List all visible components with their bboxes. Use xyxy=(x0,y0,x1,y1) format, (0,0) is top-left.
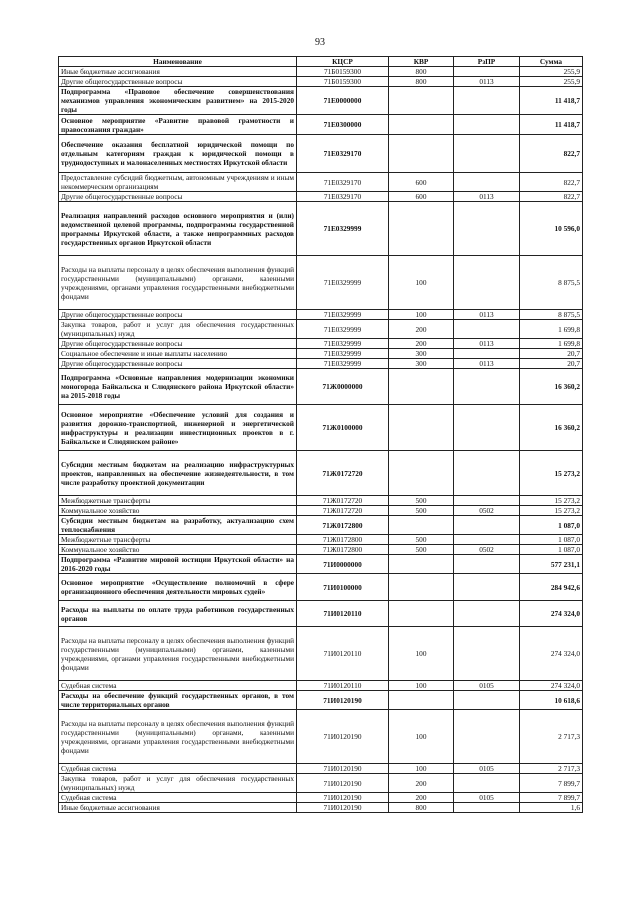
cell-rzpr xyxy=(454,451,520,496)
table-row xyxy=(59,555,583,574)
cell-name: Судебная система xyxy=(59,681,297,691)
cell-rzpr xyxy=(454,627,520,681)
cell-rzpr: 0113 xyxy=(454,77,520,87)
cell-rzpr xyxy=(454,496,520,506)
table-row xyxy=(59,627,583,681)
cell-kvr: 300 xyxy=(389,349,454,359)
cell-rzpr xyxy=(454,87,520,115)
cell-rzpr xyxy=(454,369,520,405)
cell-name: Подпрограмма «Развитие мировой юстиции Иркутской области» на 2016-2020 годы xyxy=(59,555,297,574)
cell-sum: 15 273,2 xyxy=(520,506,583,516)
table-row xyxy=(59,405,583,451)
cell-kcsr: 71И0120110 xyxy=(297,627,389,681)
cell-rzpr xyxy=(454,710,520,764)
cell-rzpr: 0113 xyxy=(454,339,520,349)
cell-kvr xyxy=(389,555,454,574)
cell-sum: 822,7 xyxy=(520,173,583,192)
cell-sum: 1,6 xyxy=(520,803,583,813)
cell-sum: 1 087,0 xyxy=(520,535,583,545)
cell-kcsr: 71Ж0100000 xyxy=(297,405,389,451)
cell-sum: 16 360,2 xyxy=(520,369,583,405)
cell-name: Предоставление субсидий бюджетным, автономным учреждениям и иным некоммерческим организациям xyxy=(59,173,297,192)
cell-kcsr: 71Е0329170 xyxy=(297,173,389,192)
cell-rzpr: 0502 xyxy=(454,545,520,555)
cell-sum: 11 418,7 xyxy=(520,115,583,135)
cell-kcsr: 71Е0329999 xyxy=(297,359,389,369)
cell-kvr xyxy=(389,601,454,627)
cell-kcsr: 71Е0329999 xyxy=(297,256,389,310)
cell-sum: 7 899,7 xyxy=(520,774,583,793)
table-row xyxy=(59,574,583,601)
page-number: 93 xyxy=(315,37,325,48)
cell-kvr: 300 xyxy=(389,359,454,369)
cell-kvr xyxy=(389,451,454,496)
cell-rzpr: 0105 xyxy=(454,681,520,691)
cell-name: Расходы на обеспечение функций государственных органов, в том числе территориальных органов xyxy=(59,691,297,710)
cell-name: Другие общегосударственные вопросы xyxy=(59,310,297,320)
column-header-kvr: КВР xyxy=(389,57,454,67)
table-row xyxy=(59,681,583,691)
cell-kvr xyxy=(389,87,454,115)
cell-name: Подпрограмма «Правовое обеспечение совершенствования механизмов управления экономическим развитием» на 2015-2020 годы xyxy=(59,87,297,115)
cell-kvr xyxy=(389,405,454,451)
cell-sum: 255,9 xyxy=(520,67,583,77)
cell-sum: 8 875,5 xyxy=(520,310,583,320)
cell-name: Основное мероприятие «Развитие правовой грамотности и правосознания граждан» xyxy=(59,115,297,135)
table-row xyxy=(59,601,583,627)
cell-kvr xyxy=(389,202,454,256)
cell-sum: 1 087,0 xyxy=(520,516,583,535)
cell-rzpr: 0113 xyxy=(454,310,520,320)
cell-sum: 822,7 xyxy=(520,192,583,202)
cell-name: Расходы на выплаты персоналу в целях обеспечения выполнения функций государственными (муниципальными) органами, казенными учреждениями, органами управления государственными внебюджетными фондами xyxy=(59,710,297,764)
column-header-kcsr: КЦСР xyxy=(297,57,389,67)
cell-name: Расходы на выплаты по оплате труда работников государственных органов xyxy=(59,601,297,627)
cell-kvr: 100 xyxy=(389,627,454,681)
table-row xyxy=(59,87,583,115)
cell-name: Подпрограмма «Основные направления модернизации экономики моногорода Байкальска и Слюдянского района Иркутской области» на 2015-2018 годы xyxy=(59,369,297,405)
cell-name: Социальное обеспечение и иные выплаты населению xyxy=(59,349,297,359)
cell-kcsr: 71Е0329999 xyxy=(297,320,389,339)
cell-rzpr xyxy=(454,691,520,710)
table-row xyxy=(59,451,583,496)
cell-name: Другие общегосударственные вопросы xyxy=(59,339,297,349)
cell-sum: 2 717,3 xyxy=(520,764,583,774)
table-row xyxy=(59,67,583,77)
cell-kcsr: 71Е0329170 xyxy=(297,192,389,202)
cell-kvr: 200 xyxy=(389,339,454,349)
cell-name: Закупка товаров, работ и услуг для обеспечения государственных (муниципальных) нужд xyxy=(59,320,297,339)
table-row xyxy=(59,77,583,87)
cell-kvr: 500 xyxy=(389,535,454,545)
table-row xyxy=(59,135,583,173)
table-header-row xyxy=(59,57,583,67)
cell-rzpr xyxy=(454,135,520,173)
cell-kcsr: 71Е0329999 xyxy=(297,202,389,256)
cell-kcsr: 71Е0329999 xyxy=(297,339,389,349)
cell-kvr xyxy=(389,516,454,535)
cell-kvr: 500 xyxy=(389,496,454,506)
cell-kcsr: 71Б0159300 xyxy=(297,67,389,77)
cell-sum: 284 942,6 xyxy=(520,574,583,601)
cell-kcsr: 71И0120190 xyxy=(297,710,389,764)
cell-kvr: 200 xyxy=(389,793,454,803)
cell-rzpr xyxy=(454,349,520,359)
cell-kvr: 100 xyxy=(389,710,454,764)
cell-rzpr xyxy=(454,535,520,545)
cell-name: Реализация направлений расходов основного мероприятия и (или) ведомственной целевой программы, подпрограммы государственной программы Иркутской области, а также непрограммных расходов государственных органов Иркутской области xyxy=(59,202,297,256)
table-body xyxy=(59,67,583,813)
cell-sum: 11 418,7 xyxy=(520,87,583,115)
table-row xyxy=(59,535,583,545)
cell-kcsr: 71Е0329999 xyxy=(297,310,389,320)
cell-name: Коммунальное хозяйство xyxy=(59,506,297,516)
cell-kvr: 800 xyxy=(389,803,454,813)
cell-kvr xyxy=(389,115,454,135)
table-row xyxy=(59,793,583,803)
cell-name: Субсидии местным бюджетам на реализацию инфраструктурных проектов, направленных на обеспечение жизнедеятельности, в том числе разработку проектной документации xyxy=(59,451,297,496)
cell-name: Межбюджетные трансферты xyxy=(59,535,297,545)
cell-kvr: 800 xyxy=(389,67,454,77)
table-row xyxy=(59,803,583,813)
cell-sum: 1 087,0 xyxy=(520,545,583,555)
table-row xyxy=(59,339,583,349)
cell-kcsr: 71И0100000 xyxy=(297,574,389,601)
table-row xyxy=(59,349,583,359)
cell-sum: 20,7 xyxy=(520,359,583,369)
cell-sum: 255,9 xyxy=(520,77,583,87)
cell-rzpr xyxy=(454,67,520,77)
cell-kcsr: 71Е0300000 xyxy=(297,115,389,135)
cell-sum: 274 324,0 xyxy=(520,681,583,691)
cell-kcsr: 71И0120110 xyxy=(297,601,389,627)
cell-kvr: 500 xyxy=(389,506,454,516)
table-row xyxy=(59,516,583,535)
cell-kcsr: 71Ж0000000 xyxy=(297,369,389,405)
cell-rzpr xyxy=(454,803,520,813)
cell-sum: 10 618,6 xyxy=(520,691,583,710)
cell-rzpr xyxy=(454,574,520,601)
cell-kcsr: 71Ж0172800 xyxy=(297,545,389,555)
cell-sum: 2 717,3 xyxy=(520,710,583,764)
cell-rzpr xyxy=(454,555,520,574)
cell-sum: 577 231,1 xyxy=(520,555,583,574)
table-row xyxy=(59,369,583,405)
table-row xyxy=(59,764,583,774)
cell-name: Расходы на выплаты персоналу в целях обеспечения выполнения функций государственными (муниципальными) органами, казенными учреждениями, органами управления государственными внебюджетными фондами xyxy=(59,627,297,681)
cell-kvr xyxy=(389,691,454,710)
column-header-name: Наименование xyxy=(59,57,297,67)
cell-kcsr: 71И0120110 xyxy=(297,681,389,691)
cell-sum: 274 324,0 xyxy=(520,627,583,681)
cell-kcsr: 71Ж0172720 xyxy=(297,451,389,496)
cell-sum: 15 273,2 xyxy=(520,451,583,496)
cell-rzpr: 0113 xyxy=(454,192,520,202)
cell-rzpr: 0105 xyxy=(454,793,520,803)
cell-rzpr xyxy=(454,256,520,310)
cell-kcsr: 71Е0000000 xyxy=(297,87,389,115)
cell-rzpr xyxy=(454,173,520,192)
cell-kvr xyxy=(389,135,454,173)
cell-name: Иные бюджетные ассигнования xyxy=(59,803,297,813)
table-row xyxy=(59,192,583,202)
cell-rzpr xyxy=(454,320,520,339)
cell-rzpr: 0502 xyxy=(454,506,520,516)
cell-kvr: 100 xyxy=(389,764,454,774)
cell-sum: 20,7 xyxy=(520,349,583,359)
cell-kvr xyxy=(389,369,454,405)
cell-kvr: 100 xyxy=(389,681,454,691)
table-row xyxy=(59,496,583,506)
cell-kcsr: 71Е0329999 xyxy=(297,349,389,359)
cell-name: Основное мероприятие «Осуществление полномочий в сфере организационного обеспечения деятельности мировых судей» xyxy=(59,574,297,601)
table-row xyxy=(59,359,583,369)
cell-name: Коммунальное хозяйство xyxy=(59,545,297,555)
cell-kcsr: 71Ж0172720 xyxy=(297,496,389,506)
cell-name: Иные бюджетные ассигнования xyxy=(59,67,297,77)
cell-sum: 1 699,8 xyxy=(520,339,583,349)
cell-kcsr: 71И0120190 xyxy=(297,764,389,774)
budget-table xyxy=(58,56,583,813)
cell-rzpr xyxy=(454,516,520,535)
cell-kvr: 200 xyxy=(389,320,454,339)
column-header-sum: Сумма xyxy=(520,57,583,67)
cell-name: Субсидии местным бюджетам на разработку, актуализацию схем теплоснабжения xyxy=(59,516,297,535)
table-row xyxy=(59,545,583,555)
cell-name: Основное мероприятие «Обеспечение условий для создания и развития дорожно-транспортной, инженерной и энергетической инфраструктуры и реализации инвестиционных проектов в г. Байкальске и Слюдянском районе» xyxy=(59,405,297,451)
cell-kvr: 500 xyxy=(389,545,454,555)
cell-sum: 7 899,7 xyxy=(520,793,583,803)
cell-kvr xyxy=(389,574,454,601)
cell-kvr: 200 xyxy=(389,774,454,793)
table-row xyxy=(59,202,583,256)
table-row xyxy=(59,310,583,320)
cell-rzpr xyxy=(454,601,520,627)
cell-name: Судебная система xyxy=(59,764,297,774)
table-row xyxy=(59,115,583,135)
table-row xyxy=(59,774,583,793)
cell-rzpr xyxy=(454,774,520,793)
cell-rzpr: 0113 xyxy=(454,359,520,369)
cell-kcsr: 71И0000000 xyxy=(297,555,389,574)
table-row xyxy=(59,710,583,764)
cell-name: Обеспечение оказания бесплатной юридической помощи по отдельным категориям граждан к юридической помощи в труднодоступных и малонаселенных местностях Иркутской области xyxy=(59,135,297,173)
table-row xyxy=(59,256,583,310)
cell-kcsr: 71И0120190 xyxy=(297,691,389,710)
table-row xyxy=(59,320,583,339)
table-row xyxy=(59,691,583,710)
cell-rzpr: 0105 xyxy=(454,764,520,774)
cell-rzpr xyxy=(454,202,520,256)
cell-sum: 16 360,2 xyxy=(520,405,583,451)
cell-name: Закупка товаров, работ и услуг для обеспечения государственных (муниципальных) нужд xyxy=(59,774,297,793)
cell-kvr: 600 xyxy=(389,173,454,192)
cell-kcsr: 71И0120190 xyxy=(297,803,389,813)
cell-kvr: 600 xyxy=(389,192,454,202)
cell-name: Другие общегосударственные вопросы xyxy=(59,192,297,202)
cell-sum: 822,7 xyxy=(520,135,583,173)
cell-kvr: 100 xyxy=(389,256,454,310)
cell-kcsr: 71Е0329170 xyxy=(297,135,389,173)
cell-kcsr: 71Б0159300 xyxy=(297,77,389,87)
cell-kcsr: 71И0120190 xyxy=(297,793,389,803)
table-row xyxy=(59,506,583,516)
cell-kcsr: 71И0120190 xyxy=(297,774,389,793)
cell-name: Расходы на выплаты персоналу в целях обеспечения выполнения функций государственными (муниципальными) органами, казенными учреждениями, органами управления государственными внебюджетными фондами xyxy=(59,256,297,310)
cell-kcsr: 71Ж0172800 xyxy=(297,535,389,545)
cell-kvr: 100 xyxy=(389,310,454,320)
cell-kcsr: 71Ж0172720 xyxy=(297,506,389,516)
cell-sum: 274 324,0 xyxy=(520,601,583,627)
cell-name: Судебная система xyxy=(59,793,297,803)
cell-sum: 8 875,5 xyxy=(520,256,583,310)
cell-sum: 10 596,0 xyxy=(520,202,583,256)
cell-name: Межбюджетные трансферты xyxy=(59,496,297,506)
cell-sum: 1 699,8 xyxy=(520,320,583,339)
cell-name: Другие общегосударственные вопросы xyxy=(59,359,297,369)
table-row xyxy=(59,173,583,192)
cell-rzpr xyxy=(454,405,520,451)
cell-name: Другие общегосударственные вопросы xyxy=(59,77,297,87)
cell-rzpr xyxy=(454,115,520,135)
cell-kcsr: 71Ж0172800 xyxy=(297,516,389,535)
cell-sum: 15 273,2 xyxy=(520,496,583,506)
column-header-rzpr: РзПР xyxy=(454,57,520,67)
cell-kvr: 800 xyxy=(389,77,454,87)
